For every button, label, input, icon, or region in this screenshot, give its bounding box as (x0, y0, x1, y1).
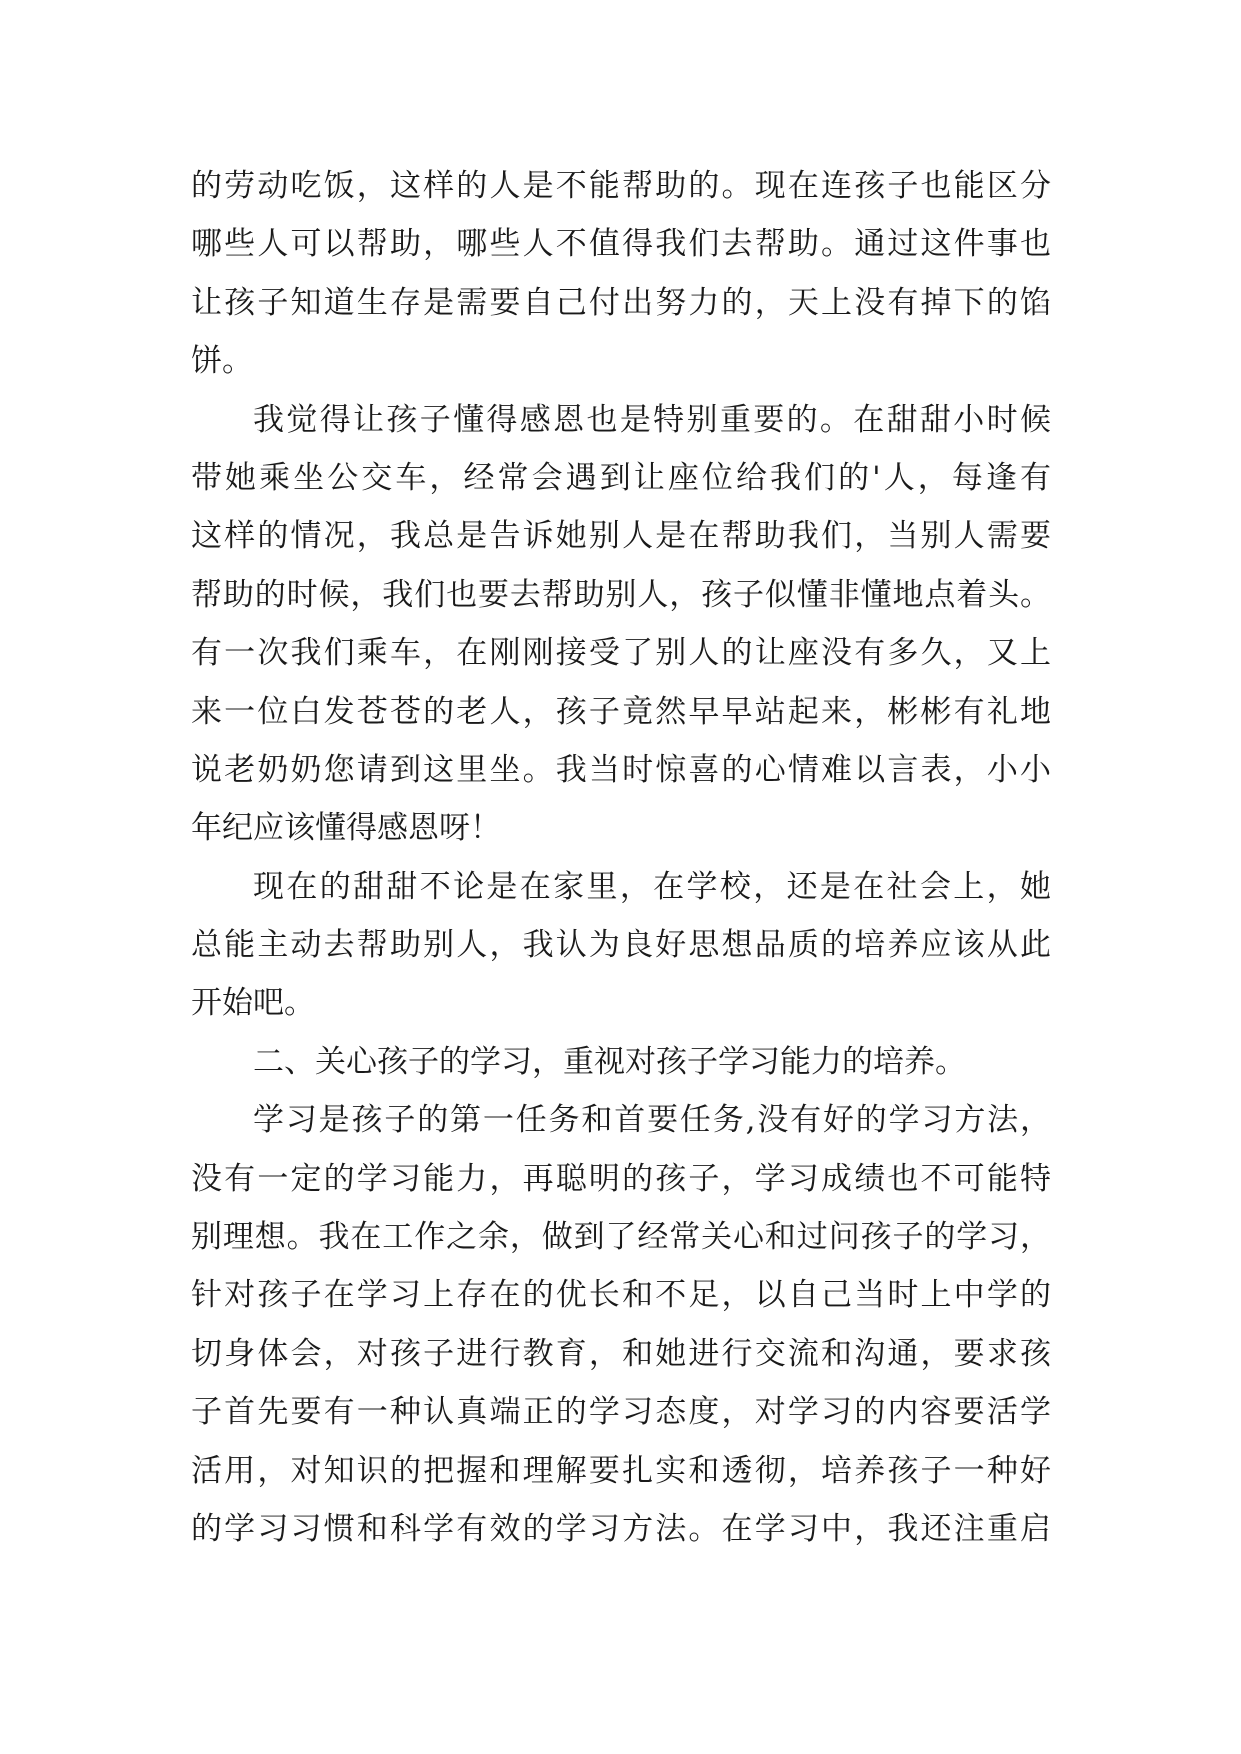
text-line: 总能主动去帮助别人，我认为良好思想品质的培养应该从此 (191, 927, 1051, 964)
text-line: 带她乘坐公交车，经常会遇到让座位给我们的'人，每逢有 (191, 459, 1051, 496)
text-line: 切身体会，对孩子进行教育，和她进行交流和沟通，要求孩 (191, 1335, 1051, 1372)
text-line: 帮助的时候，我们也要去帮助别人，孩子似懂非懂地点着头。 (191, 576, 1051, 613)
text-line: 年纪应该懂得感恩呀！ (191, 810, 501, 847)
text-line: 来一位白发苍苍的老人，孩子竟然早早站起来，彬彬有礼地 (191, 693, 1051, 730)
text-line: 开始吧。 (191, 985, 315, 1022)
text-line: 学习是孩子的第一任务和首要任务,没有好的学习方法， (253, 1102, 1051, 1139)
text-line: 针对孩子在学习上存在的优长和不足，以自己当时上中学的 (191, 1277, 1051, 1314)
text-line: 有一次我们乘车，在刚刚接受了别人的让座没有多久，又上 (191, 635, 1051, 672)
text-line: 别理想。我在工作之余，做到了经常关心和过问孩子的学习， (191, 1219, 1051, 1256)
document-body (191, 157, 1051, 1558)
text-line: 哪些人可以帮助，哪些人不值得我们去帮助。通过这件事也 (191, 226, 1051, 263)
text-line: 我觉得让孩子懂得感恩也是特别重要的。在甜甜小时候 (253, 401, 1051, 438)
text-line: 的学习习惯和科学有效的学习方法。在学习中，我还注重启 (191, 1510, 1051, 1547)
text-line: 的劳动吃饭，这样的人是不能帮助的。现在连孩子也能区分 (191, 168, 1051, 204)
text-line: 说老奶奶您请到这里坐。我当时惊喜的心情难以言表，小小 (191, 751, 1051, 788)
text-line: 子首先要有一种认真端正的学习态度，对学习的内容要活学 (191, 1394, 1051, 1431)
text-line: 二、关心孩子的学习，重视对孩子学习能力的培养。 (253, 1043, 966, 1080)
text-line: 让孩子知道生存是需要自己付出努力的，天上没有掉下的馅 (191, 284, 1051, 321)
text-line: 这样的情况，我总是告诉她别人是在帮助我们，当别人需要 (191, 518, 1051, 555)
text-line: 活用，对知识的把握和理解要扎实和透彻，培养孩子一种好 (191, 1452, 1051, 1489)
text-line: 现在的甜甜不论是在家里，在学校，还是在社会上，她 (253, 868, 1051, 905)
text-line: 没有一定的学习能力，再聪明的孩子，学习成绩也不可能特 (191, 1160, 1051, 1197)
text-line: 饼。 (191, 343, 253, 380)
